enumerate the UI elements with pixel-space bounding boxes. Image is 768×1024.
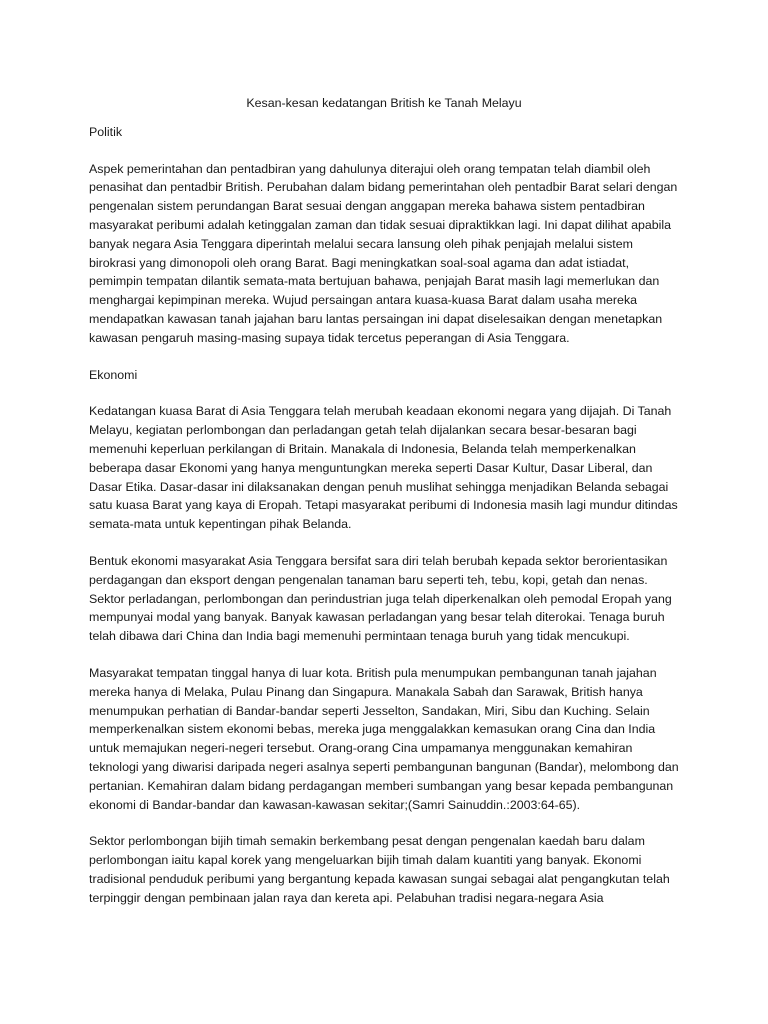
ekonomi-paragraph-2: Bentuk ekonomi masyarakat Asia Tenggara bersifat sara diri telah berubah kepada sektor berorientasikan perdagangan dan eksport dengan pengenalan tanaman baru seperti teh, tebu, kopi, getah dan nenas. Sektor perladangan, perlombongan dan perindustrian juga telah diperkenalkan oleh pemodal Eropah yang mempunyai modal yang banyak. Banyak kawasan perladangan yang besar telah diterokai. Tenaga buruh telah dibawa dari China dan India bagi memenuhi permintaan tenaga buruh yang tidak mencukupi.: [89, 553, 672, 644]
document-title: Kesan-kesan kedatangan British ke Tanah Melayu: [246, 96, 522, 110]
document-page: [89, 94, 679, 925]
ekonomi-paragraph-1: Kedatangan kuasa Barat di Asia Tenggara telah merubah keadaan ekonomi negara yang dijajah. Di Tanah Melayu, kegiatan perlombongan dan perladangan getah telah dijalankan secara besar-besaran bagi memenuhi keperluan perkilangan di Britain. Manakala di Indonesia, Belanda telah memperkenalkan beberapa dasar Ekonomi yang hanya menguntungkan mereka seperti Dasar Kultur, Dasar Liberal, dan Dasar Etika. Dasar-dasar ini dilaksanakan dengan penuh muslihat sehingga menjadikan Belanda sebagai satu kuasa Barat yang kaya di Eropah. Tetapi masyarakat peribumi di Indonesia masih lagi mundur ditindas semata-mata untuk kepentingan pihak Belanda.: [89, 404, 678, 532]
politik-paragraph-1: Aspek pemerintahan dan pentadbiran yang dahulunya diterajui oleh orang tempatan telah diambil oleh penasihat dan pentadbir British. Perubahan dalam bidang pemerintahan oleh pentadbir Barat selari dengan pengenalan sistem perundangan Barat sesuai dengan anggapan mereka bahawa sistem pentadbiran masyarakat peribumi adalah ketinggalan zaman dan tidak sesuai dipraktikkan lagi. Ini dapat dilihat apabila banyak negara Asia Tenggara diperintah melalui secara lansung oleh pihak penjajah melalui sistem birokrasi yang dimonopoli oleh orang Barat. Bagi meningkatkan soal-soal agama dan adat istiadat, pemimpin tempatan dilantik semata-mata bertujuan bahawa, penjajah Barat masih lagi memerlukan dan menghargai kepimpinan mereka. Wujud persaingan antara kuasa-kuasa Barat dalam usaha mereka mendapatkan kawasan tanah jajahan baru lantas persaingan ini dapat diselesaikan dengan menetapkan kawasan pengaruh masing-masing supaya tidak tercetus peperangan di Asia Tenggara.: [89, 161, 678, 345]
ekonomi-paragraph-4: Sektor perlombongan bijih timah semakin berkembang pesat dengan pengenalan kaedah baru dalam perlombongan iaitu kapal korek yang mengeluarkan bijih timah dalam kuantiti yang banyak. Ekonomi tradisional penduduk peribumi yang bergantung kepada kawasan sungai sebagai alat pengangkutan telah terpinggir dengan pembinaan jalan raya dan kereta api. Pelabuhan tradisi negara-negara Asia: [89, 834, 670, 905]
ekonomi-paragraph-3: Masyarakat tempatan tinggal hanya di luar kota. British pula menumpukan pembangunan tanah jajahan mereka hanya di Melaka, Pulau Pinang dan Singapura. Manakala Sabah dan Sarawak, British hanya menumpukan perhatian di Bandar-bandar seperti Jesselton, Sandakan, Miri, Sibu dan Kuching. Selain memperkenalkan sistem ekonomi bebas, mereka juga menggalakkan kemasukan orang Cina dan India untuk memajukan negeri-negeri tersebut. Orang-orang Cina umpamanya menggunakan kemahiran teknologi yang diwarisi daripada negeri asalnya seperti pembangunan bangunan (Bandar), melombong dan pertanian. Kemahiran dalam bidang perdagangan memberi sumbangan yang besar kepada pembangunan ekonomi di Bandar-bandar dan kawasan-kawasan sekitar;(Samri Sainuddin.:2003:64-65).: [89, 665, 679, 812]
section-heading-ekonomi: Ekonomi: [89, 367, 138, 382]
section-heading-politik: Politik: [89, 124, 123, 139]
